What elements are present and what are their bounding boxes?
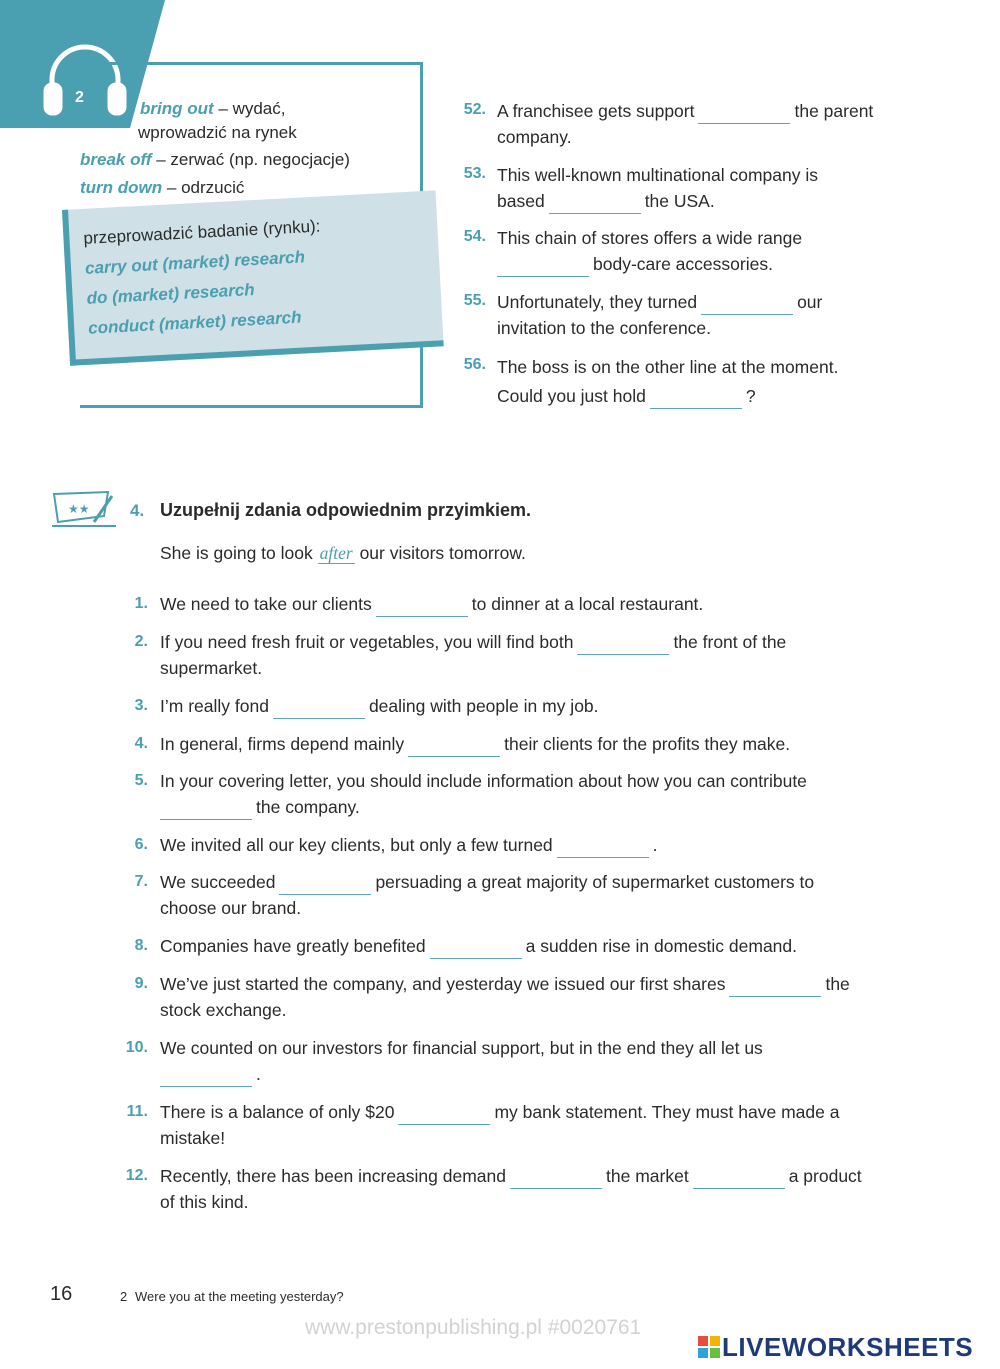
exercise-number: 4. [130,501,145,520]
sentence-text: ? [745,386,756,406]
vocab-term: turn down [80,178,163,197]
item-number: 56. [463,356,486,373]
item-number: 9. [134,975,148,992]
sentence-text: There is a balance of only $20 [160,1102,395,1122]
exercise-example [160,543,526,564]
callout-title: przeprowadzić badanie (rynku): [83,216,321,248]
sentence-text: the USA. [644,191,715,211]
answer-blank[interactable] [430,938,522,959]
liveworksheets-logo-icon [698,1336,720,1358]
callout-item: do (market) research [86,280,256,308]
answer-blank[interactable] [650,388,742,409]
item-number: 53. [463,165,486,182]
sentence-text: the company. [256,797,360,817]
sentence-text: of this kind. [160,1192,249,1212]
vocab-definition-line2: wprowadzić na rynek [138,123,297,142]
vocab-entry-bring-out [140,99,285,119]
sentence-text: dealing with people in my job. [368,696,599,716]
sentence-text: to dinner at a local restaurant. [471,594,704,614]
sentence-text: I’m really fond [160,696,269,716]
sentence-text: Unfortunately, they turned [497,292,698,312]
vocab-term: break off [80,150,152,169]
item-number: 3. [134,697,148,714]
answer-blank[interactable] [408,736,500,757]
sentence-text: We need to take our clients [160,594,372,614]
sentence-text: invitation to the conference. [497,318,712,338]
example-text: our visitors tomorrow. [359,543,526,563]
item-number: 52. [463,101,486,118]
sentence-text: body-care accessories. [593,254,773,274]
item-number: 11. [126,1103,148,1120]
sentence-9 [160,971,850,1023]
item-number: 55. [463,292,486,309]
sentence-text: my bank statement. They must have made a [494,1102,840,1122]
answer-blank[interactable] [376,596,468,617]
sentence-text: the market [606,1166,689,1186]
sentence-text: We counted on our investors for financial support, but in the end they all let us [160,1038,763,1058]
answer-blank[interactable] [693,1168,785,1189]
unit-number: 2 [120,1289,128,1304]
vocab-definition: – odrzucić [166,178,245,197]
answer-blank[interactable] [160,799,252,820]
vocab-term: bring out [140,99,214,118]
research-callout [62,190,444,365]
answer-blank[interactable] [701,294,793,315]
answer-blank[interactable] [279,874,371,895]
callout-item: conduct (market) research [87,307,302,338]
item-number: 8. [134,937,148,954]
sentence-text: persuading a great majority of supermarket customers to [375,872,815,892]
answer-blank[interactable] [510,1168,602,1189]
sentence-text: This chain of stores offers a wide range [497,228,803,248]
item-number: 12. [125,1167,148,1184]
sentence-52 [497,98,873,150]
sentence-text: our [797,292,823,312]
exercise-flag-icon [50,486,120,531]
sentence-text: Recently, there has been increasing demand [160,1166,507,1186]
item-number: 10. [125,1039,148,1056]
callout-item: carry out (market) research [84,247,306,278]
sentence-text: a sudden rise in domestic demand. [525,936,797,956]
audio-badge-number: 2 [75,89,84,106]
sentence-6 [160,832,658,858]
sentence-7 [160,869,814,921]
sentence-5 [160,768,807,820]
sentence-text: company. [497,127,572,147]
vocab-definition: – zerwać (np. negocjacje) [156,150,350,169]
sentence-text: mistake! [160,1128,226,1148]
sentence-3 [160,693,599,719]
sentence-text: In your covering letter, you should include information about how you can contribute [160,771,807,791]
answer-blank[interactable] [160,1066,252,1087]
sentence-text: their clients for the profits they make. [504,734,791,754]
answer-blank[interactable] [549,193,641,214]
item-number: 7. [134,873,148,890]
item-number: 5. [134,772,148,789]
sentence-text: a product [788,1166,862,1186]
example-answer: after [319,543,353,563]
sentence-8 [160,933,797,959]
item-number: 2. [134,633,148,650]
answer-blank[interactable] [698,103,790,124]
answer-blank[interactable] [273,698,365,719]
sentence-11 [160,1099,839,1151]
item-number: 6. [134,836,148,853]
answer-blank[interactable] [557,837,649,858]
sentence-text: In general, firms depend mainly [160,734,405,754]
sentence-text: We’ve just started the company, and yesterday we issued our first shares [160,974,726,994]
sentence-text: choose our brand. [160,898,302,918]
page-number: 16 [50,1283,73,1305]
answer-blank[interactable] [497,256,589,277]
answer-blank[interactable] [577,634,669,655]
sentence-1 [160,591,703,617]
answer-blank[interactable] [729,976,821,997]
sentence-56 [497,353,838,411]
brand-name[interactable]: LIVEWORKSHEETS [722,1332,974,1362]
sentence-text: . [256,1064,261,1084]
exercise-instruction: Uzupełnij zdania odpowiednim przyimkiem. [160,500,532,520]
sentence-text: The boss is on the other line at the moment. [497,357,839,377]
svg-text:★★: ★★ [68,502,90,516]
vocab-entry-turn-down [80,178,244,198]
item-number: 1. [134,595,148,612]
vocab-entry-break-off [80,150,350,170]
sentence-text: . [652,835,658,855]
sentence-text: the front of the [673,632,787,652]
sentence-55 [497,289,822,341]
sentence-54 [497,225,802,277]
sentence-text: Could you just hold [497,386,646,406]
sentence-text: the parent [794,101,874,121]
sentence-10 [160,1035,763,1087]
sentence-text: We succeeded [160,872,276,892]
sentence-4 [160,731,790,757]
watermark: www.prestonpublishing.pl #0020761 [305,1316,642,1339]
sentence-53 [497,162,818,214]
example-text: She is going to look [160,543,313,563]
sentence-2 [160,629,786,681]
unit-title: Were you at the meeting yesterday? [135,1289,344,1304]
sentence-text: based [497,191,545,211]
answer-blank[interactable] [398,1104,490,1125]
sentence-text: the [825,974,850,994]
sentence-text: We invited all our key clients, but only a few turned [160,835,553,855]
vocab-definition: – wydać, [218,99,286,118]
sentence-text: stock exchange. [160,1000,287,1020]
sentence-text: Companies have greatly benefited [160,936,426,956]
sentence-text: supermarket. [160,658,263,678]
sentence-text: If you need fresh fruit or vegetables, you will find both [160,632,574,652]
item-number: 4. [134,735,148,752]
sentence-12 [160,1163,862,1215]
sentence-text: A franchisee gets support [497,101,695,121]
item-number: 54. [463,228,486,245]
sentence-text: This well-known multinational company is [497,165,818,185]
